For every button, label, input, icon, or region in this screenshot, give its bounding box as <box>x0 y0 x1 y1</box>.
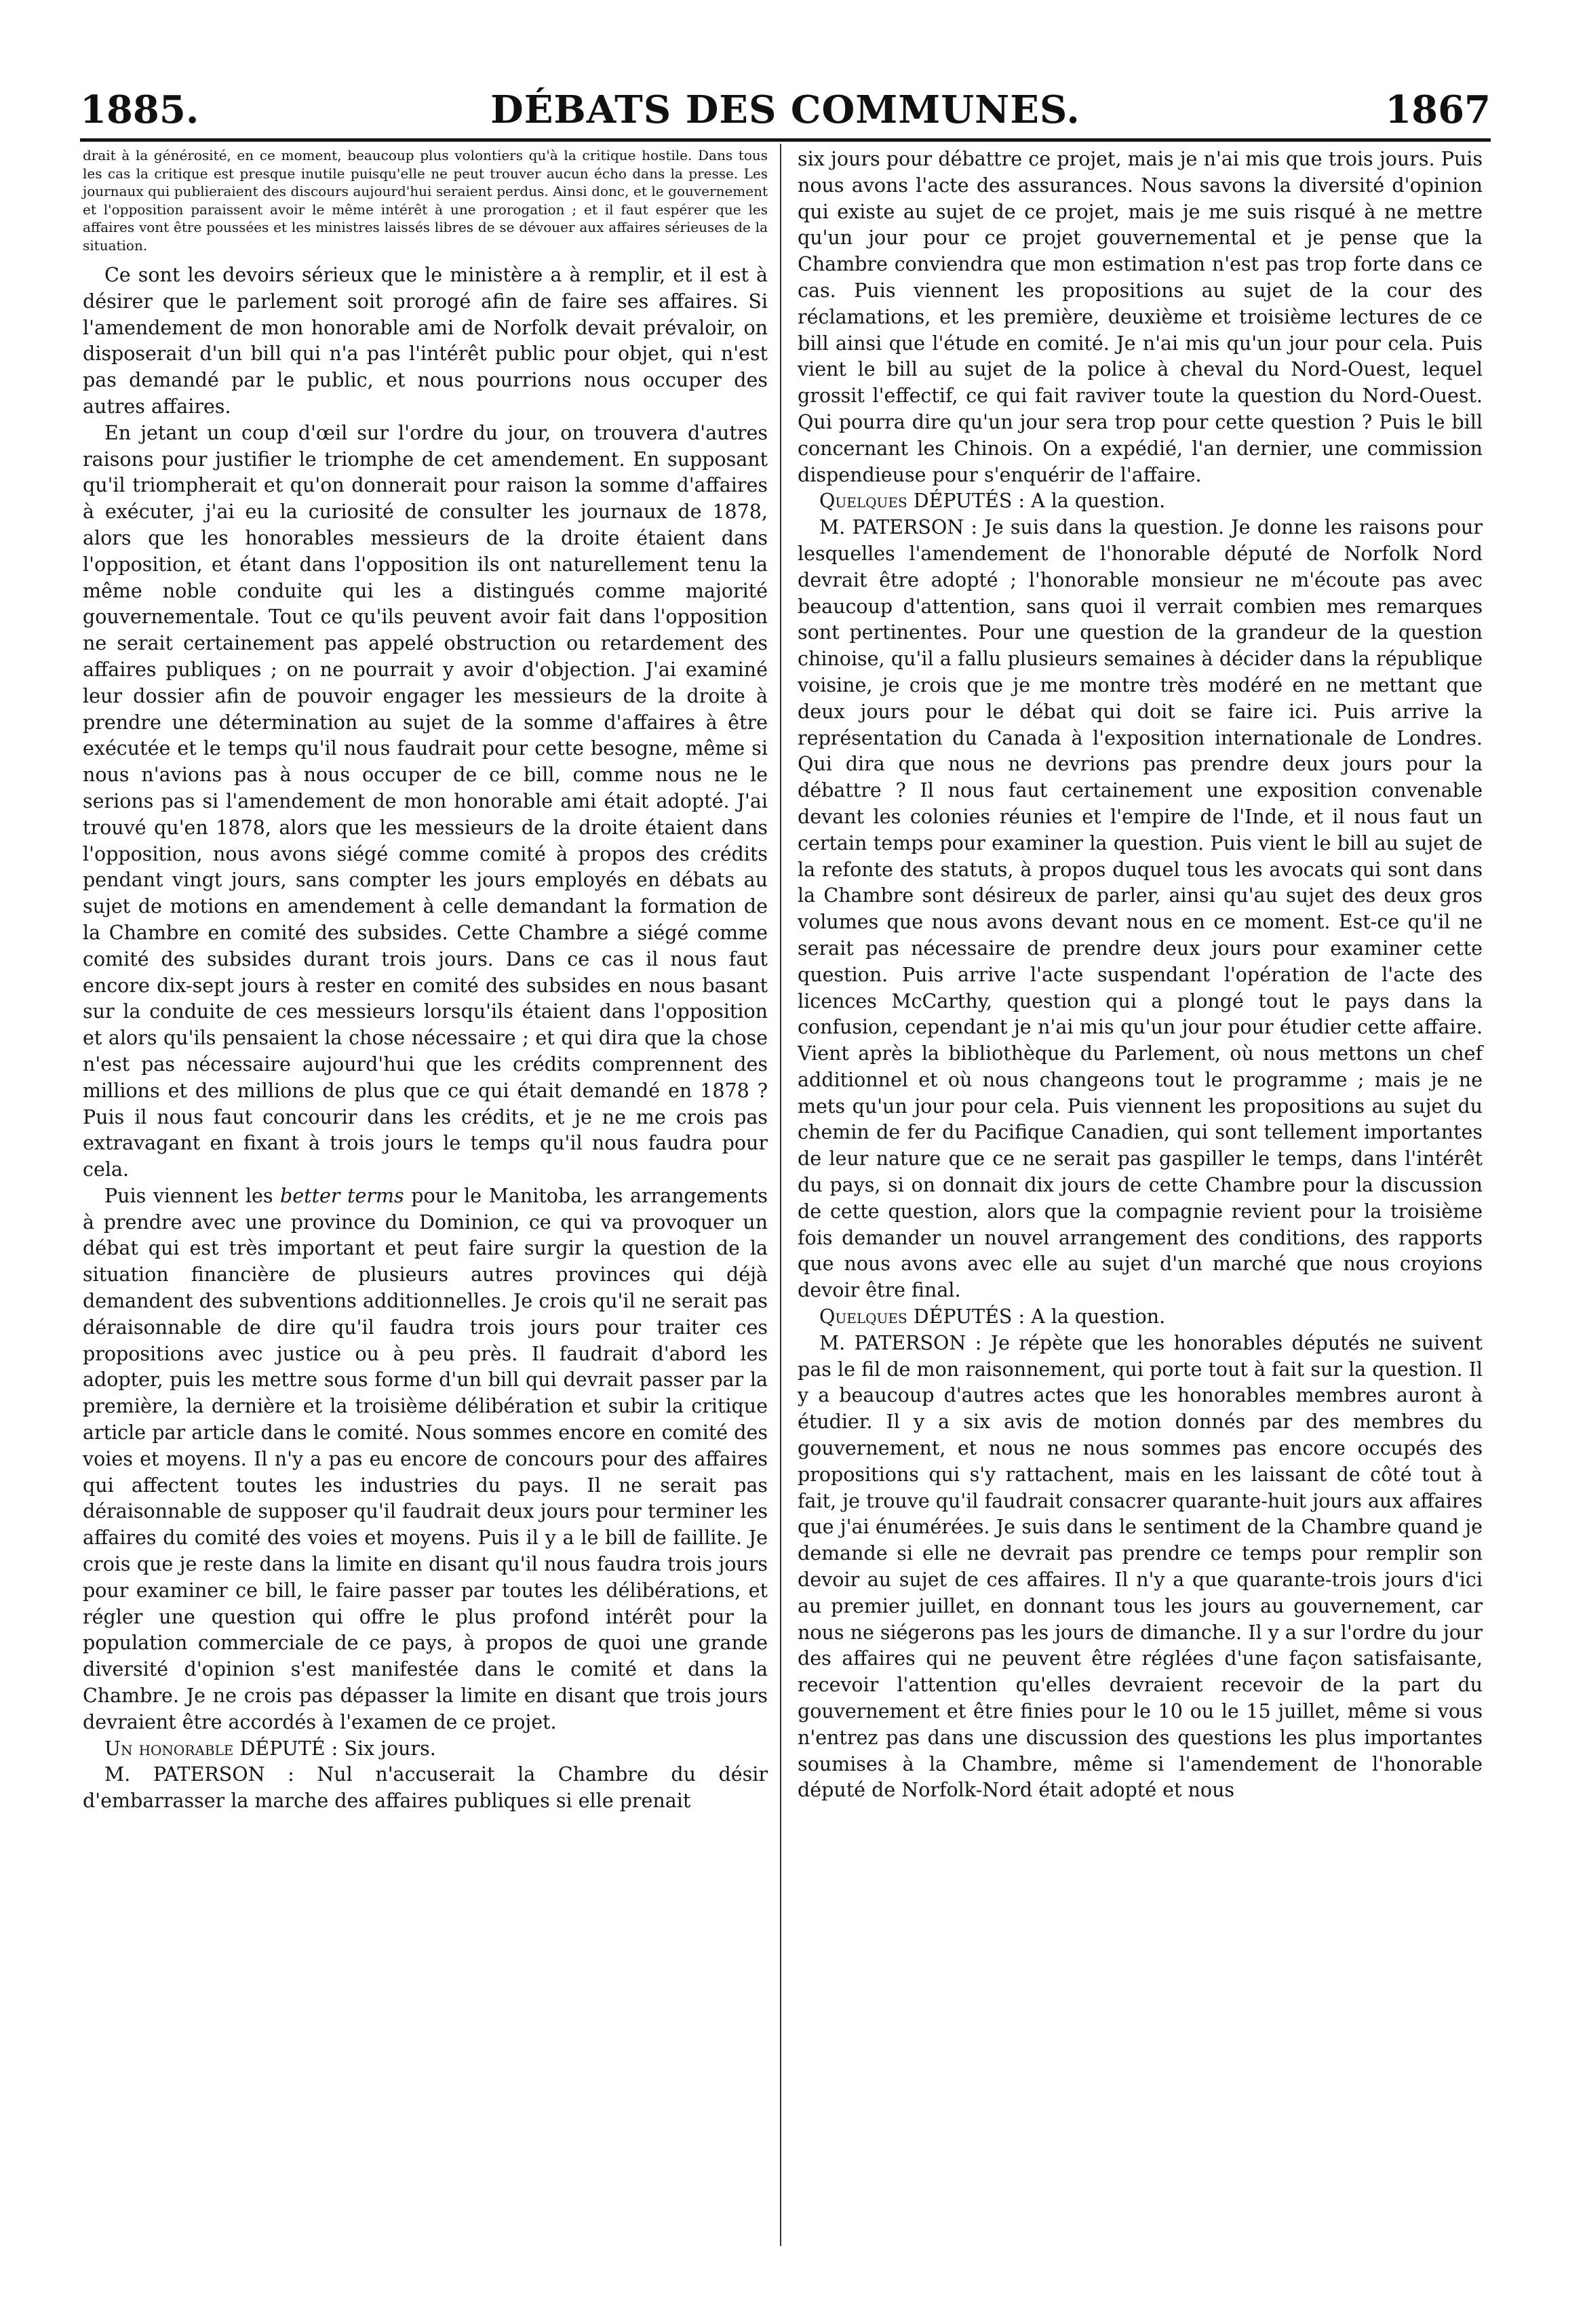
left-paragraph-3 <box>83 1183 768 1736</box>
speech-text: : Je suis dans la question. Je donne les raisons pour lesquelles l'amendement de l'honorable député de Norfolk Nord devrait être adopté ; l'honorable monsieur ne m'écoute pas avec beaucoup d'attention, sans quoi il verrait combien mes remarques sont pertinentes. Pour une question de la grandeur de la question chinoise, qu'il a fallu plusieurs semaines à décider dans la république voisine, je crois que je me montre très modéré en ne mettant que deux jours pour le débat qui doit se faire ici. Puis arrive la représentation du Canada à l'exposition internationale de Londres. Qui dira que nous ne devrions pas prendre deux jours pour la débattre ? Il nous faut certainement une exposition convenable devant les colonies réunies et l'empire de l'Inde, et il nous faut un certain temps pour examiner la question. Puis vient le bill au sujet de la refonte des statuts, à propos duquel tous les avocats qui sont dans la Chambre sont désireux de parler, ainsi qu'au sujet des deux gros volumes que nous avons devant nous en ce moment. Est-ce qu'il ne serait pas nécessaire de prendre deux jours pour examiner cette question. Puis arrive l'acte suspendant l'opération de l'acte des licences McCarthy, question qui a plongé tout le pays dans la confusion, cependant je n'ai mis qu'un jour pour étudier cette affaire. Vient après la bibliothèque du Parlement, où nous mettons un chef additionnel et où nous changeons tout le programme ; mais je ne mets qu'un jour pour cela. Puis viennent les propositions au sujet du chemin de fer du Pacifique Canadien, qui sont tellement importantes de leur nature que ce ne serait pas gaspiller le temps, dans l'intérêt du pays, si on donnait dix jours de cette Chambre pour la discussion de cette question, alors que la compagnie revient pour la troisième fois demander un nouvel arrangement des conditions, des rapports que nous avons avec elle au sujet d'un marché que nous croyions devoir être final. <box>798 516 1483 1302</box>
right-column <box>798 146 1483 1804</box>
column-divider <box>780 144 781 2246</box>
header-title: DÉBATS DES COMMUNES. <box>490 87 1080 132</box>
speaker-name: Quelques DÉPUTÉS <box>819 490 1013 513</box>
header-rule <box>80 138 1491 142</box>
speech-text: : Nul n'accuserait la Chambre du désir d'embarrasser la marche des affaires publiques si elle prenait <box>83 1763 768 1813</box>
header-year: 1885. <box>80 87 199 132</box>
left-p3-text-start: Puis viennent les <box>104 1184 281 1207</box>
speaker-name: Quelques DÉPUTÉS <box>819 1305 1013 1328</box>
speech-text: : Six jours. <box>325 1737 436 1760</box>
left-paragraph-1: Ce sont les devoirs sérieux que le ministère a à remplir, et il est à désirer que le parlement soit prorogé afin de faire ses affaires. Si l'amendement de mon honorable ami de Norfolk devait prévaloir, on disposerait d'un bill qui n'a pas l'intérêt public pour objet, qui n'est pas demandé par le public, et nous pourrions nous occuper des autres affaires. <box>83 264 768 418</box>
right-paragraph-5 <box>798 1331 1483 1804</box>
right-paragraph-1: six jours pour débattre ce projet, mais je n'ai mis que trois jours. Puis nous avons l'acte des assurances. Nous savons la diversité d'opinion qui existe au sujet de ce projet, mais je me suis risqué à ne mettre qu'un jour pour ce projet gouvernemental et je pense que la Chambre conviendra que mon estimation n'est pas trop forte dans ce cas. Puis viennent les propositions au sujet de la cour des réclamations, et les première, deuxième et troisième lectures de ce bill ainsi que l'étude en comité. Je n'ai mis qu'un jour pour cela. Puis vient le bill au sujet de la police à cheval du Nord-Ouest, lequel grossit l'effectif, ce qui fait raviver toute la question du Nord-Ouest. Qui pourra dire qu'un jour sera trop pour cette question ? Puis le bill concernant les Chinois. On a expédié, l'an dernier, une commission dispendieuse pour s'enquérir de l'affaire. <box>798 148 1483 486</box>
right-paragraph-2 <box>798 488 1483 515</box>
speech-text: : A la question. <box>1012 1305 1166 1328</box>
speech-text: : Je répète que les honorables députés ne suivent pas le fil de mon raisonnement, qui porte tout à fait sur la question. Il y a beaucoup d'autres actes que les honorables membres auront à étudier. Il y a six avis de motion donnés par des membres du gouvernement, et nous ne nous sommes pas encore occupés des propositions qui s'y rattachent, mais en les laissant de côté tout à fait, je trouve qu'il faudrait consacrer quarante-huit jours aux affaires que j'ai énumérées. Je suis dans le sentiment de la Chambre quand je demande si elle ne devrait pas prendre ce temps pour remplir son devoir au sujet de ces affaires. Il n'y a que quarante-trois jours d'ici au premier juillet, en donnant tous les jours au gouvernement, car nous ne siégerons pas les jours de dimanche. Il y a sur l'ordre du jour des affaires qui ne peuvent être réglées d'une façon satisfaisante, recevoir l'attention qu'elles devraient recevoir de la part du gouvernement et être finies pour le 10 ou le 15 juillet, même si vous n'entrez pas dans une discussion des questions les plus importantes soumises à la Chambre, même si l'amendement de l'honorable député de Norfolk-Nord était adopté et nous <box>798 1331 1483 1802</box>
speaker-name: Un honorable DÉPUTÉ <box>104 1737 326 1760</box>
speech-text: : A la question. <box>1012 490 1166 513</box>
right-paragraph-3 <box>798 515 1483 1304</box>
left-footnote: drait à la générosité, en ce moment, beaucoup plus volontiers qu'à la critique hostile. Dans tous les cas la critique est presque inutile puisqu'elle ne peut trouver aucun écho dans la presse. Les journaux qui publieraient des discours aujourd'hui seraient perdus. Ainsi donc, et le gouvernement et l'opposition paraissent avoir le même intérêt à une prorogation ; et il faut espérer que les affaires vont être poussées et les ministres laissés libres de se dévouer aux affaires sérieuses de la situation. <box>83 147 768 254</box>
left-paragraph-4 <box>83 1736 768 1762</box>
header-page-number: 1867 <box>1385 87 1491 132</box>
speaker-name: M. PATERSON <box>104 1763 265 1786</box>
speaker-name: M. PATERSON <box>819 516 964 539</box>
left-paragraph-2: En jetant un coup d'œil sur l'ordre du jour, on trouvera d'autres raisons pour justifier le triomphe de cet amendement. En supposant qu'il triompherait et qu'on donnerait pour raison la somme d'affaires à exécuter, j'ai eu la curiosité de consulter les journaux de 1878, alors que les honorables messieurs de la droite étaient dans l'opposition, et étant dans l'opposition ils ont naturellement tenu la même noble conduite qui les a distingués comme majorité gouvernementale. Tout ce qu'ils peuvent avoir fait dans l'opposition ne serait certainement pas appelé obstruction ou retardement des affaires publiques ; on ne pourrait y avoir d'objection. J'ai examiné leur dossier afin de pouvoir engager les messieurs de la droite à prendre une détermination au sujet de la somme d'affaires à être exécutée et le temps qu'il nous faudrait pour cette besogne, même si nous n'avions pas à nous occuper de ce bill, comme nous ne le serions pas si l'amendement de mon honorable ami était adopté. J'ai trouvé qu'en 1878, alors que les messieurs de la droite étaient dans l'opposition, nous avons siégé comme comité à propos des crédits pendant vingt jours, sans compter les jours employés en débats au sujet de motions en amendement à celle demandant la formation de la Chambre en comité des subsides. Cette Chambre a siégé comme comité des subsides durant trois jours. Dans ce cas il nous faut encore dix-sept jours à rester en comité des subsides en nous basant sur la conduite de ces messieurs lorsqu'ils étaient dans l'opposition et alors qu'ils pensaient la chose nécessaire ; et qui dira que la chose n'est pas nécessaire aujourd'hui que les crédits comprennent des millions et des millions de plus que ce qui était demandé en 1878 ? Puis il nous faut concourir dans les crédits, et je ne me crois pas extravagant en fixant à trois jours le temps qu'il nous faudra pour cela. <box>83 421 768 1181</box>
left-paragraph-5 <box>83 1762 768 1815</box>
left-p3-text-end: pour le Manitoba, les arrangements à prendre avec une province du Dominion, ce qui va provoquer un débat qui est très important et peut faire surgir la question de la situation financière de plusieurs autres provinces qui déjà demandent des subventions additionnelles. Je crois qu'il ne serait pas déraisonnable de dire qu'il faudra trois jours pour traiter ces propositions avec justice ou à peu près. Il faudrait d'abord les adopter, puis les mettre sous forme d'un bill qui devrait passer par la première, la dernière et la troisième délibération et subir la critique article par article dans le comité. Nous sommes encore en comité des voies et moyens. Il n'y a pas eu encore de concours pour des affaires qui affectent toutes les industries du pays. Il ne serait pas déraisonnable de supposer qu'il faudrait deux jours pour terminer les affaires du comité des voies et moyens. Puis il y a le bill de faillite. Je crois que je reste dans la limite en disant qu'il nous faudra trois jours pour examiner ce bill, le faire passer par toutes les délibérations, et régler une question qui offre le plus profond intérêt pour la population commerciale de ce pays, à propos de quoi une grande diversité d'opinion s'est manifestée dans le comité et dans la Chambre. Je ne crois pas dépasser la limite en disant que trois jours devraient être accordés à l'examen de ce projet. <box>83 1184 768 1733</box>
speaker-name: M. PATERSON <box>819 1331 966 1354</box>
left-p3-italic: better terms <box>280 1184 404 1207</box>
left-column <box>83 146 768 1815</box>
page-header <box>80 83 1491 137</box>
right-paragraph-4 <box>798 1304 1483 1331</box>
